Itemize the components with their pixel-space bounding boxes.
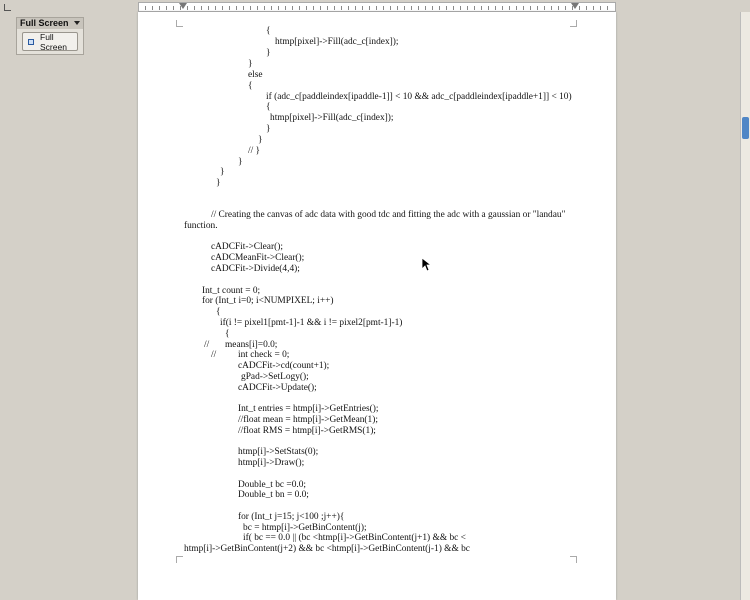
code-line: {: [216, 307, 221, 317]
ruler-tick: [166, 6, 167, 10]
ruler-tick: [348, 6, 349, 10]
corner-mark: [4, 4, 11, 11]
comment-line: function.: [184, 221, 218, 231]
ruler-tick: [600, 6, 601, 10]
code-line: }: [216, 178, 221, 188]
fullscreen-toolbar-title[interactable]: [17, 18, 83, 29]
code-line: for (Int_t i=0; i<NUMPIXEL; i++): [202, 296, 334, 306]
ruler-tick: [369, 6, 370, 10]
ruler-tick: [474, 6, 475, 10]
ruler-tick: [229, 6, 230, 10]
ruler-tick: [250, 6, 251, 10]
horizontal-ruler[interactable]: [138, 2, 616, 12]
code-line: Double_t bc =0.0;: [238, 480, 307, 490]
ruler-tick: [208, 6, 209, 10]
fullscreen-button[interactable]: [22, 32, 78, 51]
ruler-tick: [334, 6, 335, 10]
ruler-tick: [460, 6, 461, 10]
code-line: {: [248, 81, 253, 91]
code-line: for (Int_t j=15; j<100 ;j++){: [238, 512, 345, 522]
ruler-tick: [187, 6, 188, 10]
code-line: htmp[i]->Draw();: [238, 458, 305, 468]
code-line: htmp[pixel]->Fill(adc_c[index]);: [275, 37, 399, 47]
code-line: if( bc == 0.0 || (bc <htmp[i]->GetBinContent(j+1) && bc <: [243, 533, 466, 543]
ruler-tick: [537, 6, 538, 10]
ruler-tick: [383, 6, 384, 10]
ruler-tick: [516, 6, 517, 10]
ruler-tick: [509, 6, 510, 10]
ruler-tick: [299, 6, 300, 10]
ruler-tick: [180, 6, 181, 10]
ruler-tick: [544, 6, 545, 10]
code-line: }: [238, 157, 243, 167]
code-line: }: [248, 59, 253, 69]
ruler-tick: [565, 6, 566, 10]
ruler-tick: [411, 6, 412, 10]
ruler-tick: [243, 6, 244, 10]
code-line: }: [266, 48, 271, 58]
code-line: htmp[i]->SetStats(0);: [238, 447, 319, 457]
code-line: Int_t entries = htmp[i]->GetEntries();: [238, 404, 379, 414]
code-line: htmp[pixel]->Fill(adc_c[index]);: [270, 113, 394, 123]
crop-mark: [176, 20, 183, 27]
ruler-tick: [341, 6, 342, 10]
code-line: gPad->SetLogy();: [241, 372, 309, 382]
code-line: else: [248, 70, 263, 80]
ruler-tick: [593, 6, 594, 10]
ruler-tick: [607, 6, 608, 10]
ruler-tick: [558, 6, 559, 10]
ruler-tick: [425, 6, 426, 10]
ruler-tick: [495, 6, 496, 10]
ruler-tick: [145, 6, 146, 10]
fullscreen-toolbar: [16, 17, 84, 55]
code-line: cADCFit->Divide(4,4);: [211, 264, 300, 274]
ruler-tick: [418, 6, 419, 10]
comment-line: // Creating the canvas of adc data with good tdc and fitting the adc with a gaussian or "landau": [211, 210, 566, 220]
dropdown-arrow-icon[interactable]: [74, 21, 80, 25]
code-line: cADCFit->Update();: [238, 383, 317, 393]
ruler-tick: [432, 6, 433, 10]
code-line: // }: [248, 146, 261, 156]
ruler-tick: [236, 6, 237, 10]
code-line: cADCFit->cd(count+1);: [238, 361, 330, 371]
crop-mark: [570, 556, 577, 563]
ruler-tick: [355, 6, 356, 10]
ruler-tick: [152, 6, 153, 10]
ruler-tick: [502, 6, 503, 10]
code-line: htmp[i]->GetBinContent(j+2) && bc <htmp[i]->GetBinContent(j-1) && bc: [184, 544, 470, 554]
code-line: cADCFit->Clear();: [211, 242, 283, 252]
ruler-tick: [523, 6, 524, 10]
fullscreen-toolbar-title-text: Full Screen: [20, 18, 69, 28]
ruler-tick: [467, 6, 468, 10]
ruler-tick: [285, 6, 286, 10]
code-line: Int_t count = 0;: [202, 286, 261, 296]
code-line: bc = htmp[i]->GetBinContent(j);: [243, 523, 367, 533]
code-line: if(i != pixel1[pmt-1]-1 && i != pixel2[pmt-1]-1): [220, 318, 403, 328]
ruler-tick: [362, 6, 363, 10]
ruler-tick: [551, 6, 552, 10]
ruler-tick: [453, 6, 454, 10]
ruler-tick: [271, 6, 272, 10]
ruler-tick: [159, 6, 160, 10]
ruler-tick: [222, 6, 223, 10]
ruler-tick: [173, 6, 174, 10]
ruler-tick: [257, 6, 258, 10]
ruler-tick: [404, 6, 405, 10]
ruler-tick: [488, 6, 489, 10]
code-line: {: [266, 102, 271, 112]
ruler-tick: [215, 6, 216, 10]
code-line: int check = 0;: [238, 350, 290, 360]
ruler-tick: [572, 6, 573, 10]
fullscreen-icon: [25, 36, 37, 48]
ruler-tick: [397, 6, 398, 10]
ruler-tick: [264, 6, 265, 10]
crop-mark: [570, 20, 577, 27]
code-line: cADCMeanFit->Clear();: [211, 253, 305, 263]
ruler-tick: [481, 6, 482, 10]
vertical-scrollbar[interactable]: [740, 12, 750, 600]
crop-mark: [176, 556, 183, 563]
code-line: //float mean = htmp[i]->GetMean(1);: [238, 415, 378, 425]
ruler-tick: [446, 6, 447, 10]
code-line: Double_t bn = 0.0;: [238, 490, 309, 500]
code-line: }: [220, 167, 225, 177]
ruler-tick: [327, 6, 328, 10]
ruler-tick: [194, 6, 195, 10]
code-line: }: [258, 135, 263, 145]
code-line: means[i]=0.0;: [225, 340, 278, 350]
code-line: if (adc_c[paddleindex[ipaddle-1]] < 10 && adc_c[paddleindex[ipaddle+1]] < 10): [266, 92, 572, 102]
ruler-tick: [201, 6, 202, 10]
ruler-tick: [390, 6, 391, 10]
ruler-tick: [376, 6, 377, 10]
document-page[interactable]: [138, 12, 616, 600]
ruler-tick: [313, 6, 314, 10]
code-line: //: [204, 340, 210, 350]
ruler-tick: [586, 6, 587, 10]
ruler-tick: [292, 6, 293, 10]
ruler-tick: [278, 6, 279, 10]
code-line: //: [211, 350, 217, 360]
ruler-tick: [306, 6, 307, 10]
scrollbar-thumb[interactable]: [742, 117, 749, 139]
code-line: }: [266, 124, 271, 134]
code-line: //float RMS = htmp[i]->GetRMS(1);: [238, 426, 376, 436]
ruler-tick: [579, 6, 580, 10]
code-line: {: [266, 26, 271, 36]
ruler-tick: [530, 6, 531, 10]
code-line: {: [225, 329, 230, 339]
fullscreen-button-label: Full Screen: [40, 31, 67, 52]
ruler-tick: [320, 6, 321, 10]
ruler-tick: [439, 6, 440, 10]
